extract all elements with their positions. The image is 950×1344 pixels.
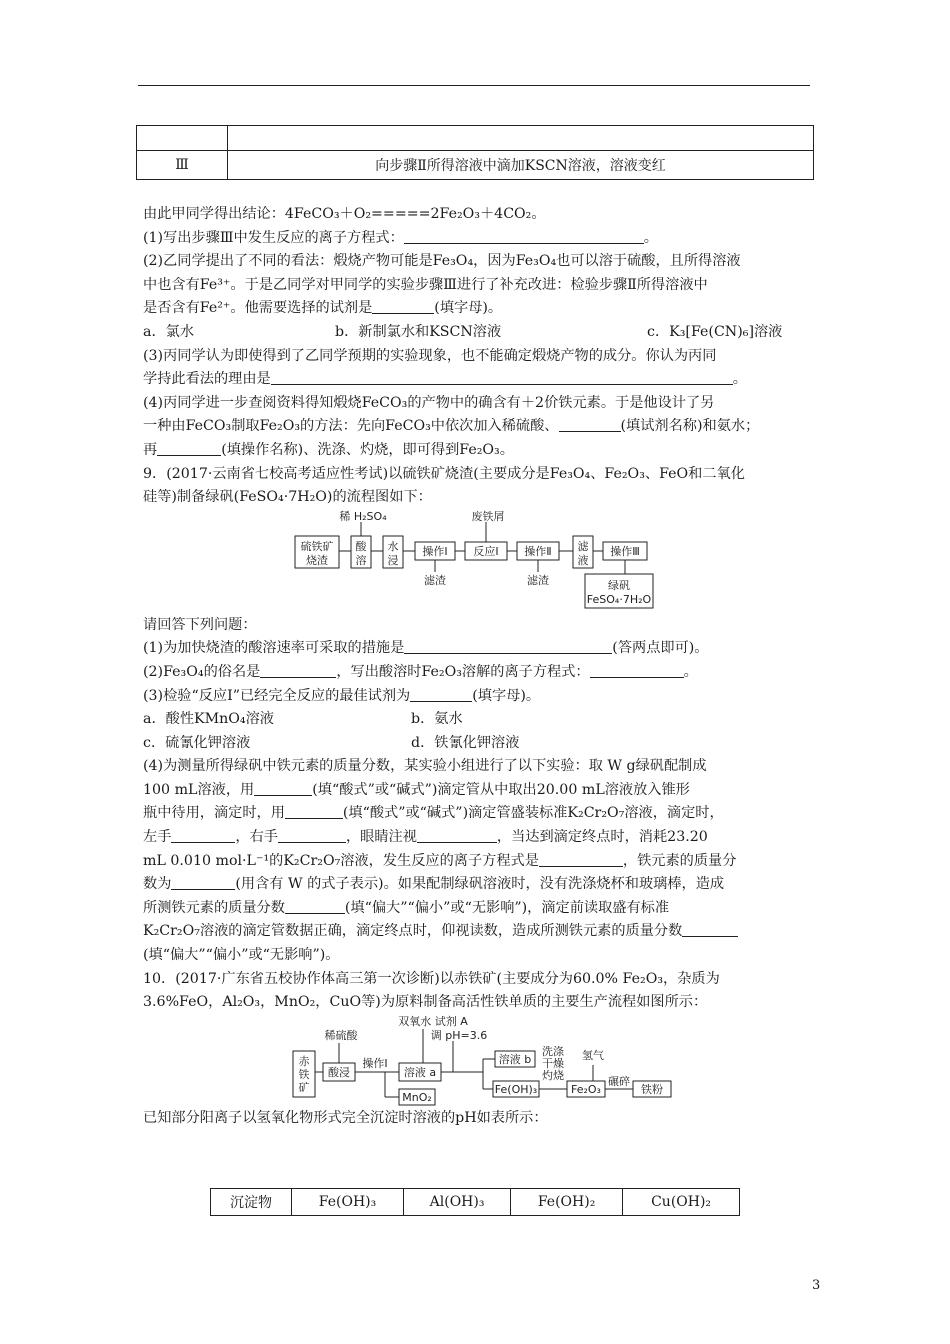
flow-label: 氢气	[582, 1048, 604, 1062]
answer-blank[interactable]	[404, 228, 644, 244]
problem10-known: 已知部分阳离子以氢氧化物形式完全沉淀时溶液的pH如表所示：	[143, 1109, 548, 1126]
question-text	[143, 203, 823, 1130]
q4-text: 一种由FeCO₃制取Fe₂O₃的方法：先向FeCO₃中依次加入稀硫酸、	[143, 418, 559, 435]
flowchart-greenvitriol	[143, 510, 823, 614]
q3-line1: (3)丙同学认为即使得到了乙同学预期的实验现象，也不能确定煅烧产物的成分。你认为丙同	[143, 347, 717, 364]
p9-q4-text: ，右手	[235, 829, 278, 846]
p9-q1-text: (1)为加快烧渣的酸溶速率可采取的措施是	[143, 640, 405, 657]
answer-blank[interactable]	[372, 298, 434, 314]
p9-q4-text: (填“酸式”或“碱式”)滴定管盛装标准K₂Cr₂O₇溶液，滴定时，	[342, 805, 724, 822]
flow-label: Fe(OH)₃	[494, 1082, 538, 1096]
p9-q4-line3	[143, 802, 823, 826]
flow-label: 稀 H₂SO₄	[339, 509, 387, 523]
answer-blank[interactable]	[260, 662, 336, 678]
step-number: Ⅲ	[137, 151, 228, 180]
p9-q4-line2	[143, 779, 823, 803]
flow-label: 操作Ⅰ	[362, 1056, 388, 1070]
p9-q4-text: (用含有 W 的式子表示)。如果配制绿矾溶液时，没有洗涤烧杯和玻璃棒，造成	[235, 876, 725, 893]
flow-label: 溶液 a	[403, 1065, 437, 1079]
flow-label: 反应Ⅰ	[473, 544, 499, 558]
q3-text: 学持此看法的理由是	[143, 371, 271, 388]
problem9-line2: 硅等)制备绿矾(FeSO₄·7H₂O)的流程图如下：	[143, 489, 432, 506]
flow-label: 稀硫酸	[324, 1028, 358, 1042]
p9-q2	[143, 661, 823, 685]
option-c: c．硫氰化钾溶液	[143, 734, 251, 751]
p9-q4-line5	[143, 850, 823, 874]
answer-blank[interactable]	[417, 827, 497, 843]
table-cell	[228, 126, 814, 151]
answer-blank[interactable]	[285, 803, 343, 819]
p9-q4-text: (填“酸式”或“碱式”)滴定管从中取出20.00 mL溶液放入锥形	[312, 781, 690, 798]
p9-q4-line4	[143, 826, 823, 850]
answer-blank[interactable]	[682, 921, 738, 937]
answer-blank[interactable]	[171, 874, 235, 890]
p9-q4-text: K₂Cr₂O₇溶液的滴定管数据正确，滴定终点时，仰视读数，造成所测铁元素的质量分数	[143, 923, 683, 940]
flow-label: 矿	[298, 1080, 310, 1094]
flow-label: 操作Ⅲ	[610, 544, 640, 558]
p9-q4-line7	[143, 897, 823, 921]
answer-blank[interactable]	[590, 662, 684, 678]
p9-options-2	[143, 732, 823, 756]
flow-label: 绿矾	[608, 578, 630, 592]
p9-q4-text: 所测铁元素的质量分数	[143, 899, 285, 916]
answer-blank[interactable]	[404, 638, 612, 654]
problem9-line1: 9．(2017·云南省七校高考适应性考试)以硫铁矿烧渣(主要成分是Fe₃O₄、Fe₂O₃、FeO和二氧化	[143, 465, 745, 482]
flow-label: 溶	[355, 553, 367, 567]
p9-q2-text: (2)Fe₃O₄的俗名是	[143, 663, 261, 680]
step-table	[136, 125, 814, 180]
flow-label: 干燥	[542, 1056, 564, 1070]
flow-label: 铁	[298, 1067, 310, 1081]
flow-label: 调 pH=3.6	[430, 1028, 488, 1042]
answer-blank[interactable]	[254, 780, 312, 796]
p9-q4-text: 100 mL溶液，用	[143, 781, 255, 798]
flow-label: Fe₂O₃	[571, 1082, 601, 1096]
flow-label: 滤渣	[424, 573, 446, 587]
flow-label: 操作Ⅰ	[422, 544, 448, 558]
q4-text: (填操作名称)、洗涤、灼烧，即可得到Fe₂O₃。	[221, 441, 514, 458]
flow-label: MnO₂	[402, 1090, 432, 1104]
p9-q4-line9: (填“偏大”“偏小”或“无影响”)。	[143, 947, 340, 964]
problem9-ask: 请回答下列问题：	[143, 616, 257, 633]
p9-q2-text: 。	[683, 663, 698, 680]
problem10-line1: 10．(2017·广东省五校协作体高三第一次诊断)以赤铁矿(主要成分为60.0% Fe₂O₃，杂质为	[143, 970, 720, 987]
table-cell	[137, 126, 228, 151]
flow-label: 硫铁矿	[300, 539, 334, 553]
option-a: a．氯水	[143, 323, 195, 340]
p9-q4-text: ，当达到滴定终点时，消耗23.20	[496, 829, 708, 846]
flow-label: 酸	[355, 539, 367, 553]
p9-q4-text: mL 0.010 mol·L⁻¹的K₂Cr₂O₇溶液，发生反应的离子方程式是	[143, 852, 539, 869]
p9-q3-text: (填字母)。	[472, 687, 541, 704]
q1-text: (1)写出步骤Ⅲ中发生反应的离子方程式：	[143, 229, 404, 246]
option-c: c．K₃[Fe(CN)₆]溶液	[647, 323, 783, 340]
flow-label: 洗涤	[542, 1044, 564, 1058]
p9-q2-text: ，写出酸溶时Fe₂O₃溶解的离子方程式：	[336, 663, 590, 680]
p9-q4-line8	[143, 920, 823, 944]
table-row	[211, 1189, 740, 1216]
flow-label: 碾碎	[608, 1074, 630, 1088]
answer-blank[interactable]	[410, 686, 472, 702]
ph-table	[210, 1188, 740, 1216]
answer-blank[interactable]	[285, 898, 345, 914]
p9-q4-text: 左手	[143, 829, 172, 846]
p9-q4-line6	[143, 873, 823, 897]
option-a: a．酸性KMnO₄溶液	[143, 711, 274, 728]
flow-label: FeSO₄·7H₂O	[586, 592, 652, 606]
q4-line2	[143, 415, 823, 439]
flow-label: 滤渣	[527, 573, 549, 587]
table-cell: Fe(OH)₂	[511, 1189, 623, 1216]
flow-label: 废铁屑	[471, 509, 505, 523]
q2-line2: 中也含有Fe³⁺。于是乙同学对甲同学的实验步骤Ⅲ进行了补充改进：检验步骤Ⅱ所得溶液中	[143, 276, 708, 293]
q2-line1: (2)乙同学提出了不同的看法：煅烧产物可能是Fe₃O₄，因为Fe₃O₄也可以溶于硫酸，且所得溶液	[143, 253, 741, 270]
flow-label: 操作Ⅱ	[524, 544, 552, 558]
flow-label: 灼烧	[542, 1068, 564, 1082]
table-cell: Al(OH)₃	[404, 1189, 511, 1216]
step-description: 向步骤Ⅱ所得溶液中滴加KSCN溶液，溶液变红	[228, 151, 814, 180]
p9-q1-text: (答两点即可)。	[612, 640, 709, 657]
q2-line3	[143, 297, 823, 321]
p9-q4-line1: (4)为测量所得绿矾中铁元素的质量分数，某实验小组进行了以下实验：取 W g绿矾配制成	[143, 758, 707, 775]
p9-q4-text: 瓶中待用，滴定时，用	[143, 805, 285, 822]
header-rule	[138, 85, 810, 86]
problem10-line2: 3.6%FeO，Al₂O₃，MnO₂，CuO等)为原料制备高活性铁单质的主要生产流程如图所示：	[143, 994, 708, 1011]
flow-label: 赤	[298, 1054, 310, 1068]
answer-blank[interactable]	[539, 851, 623, 867]
table-cell: Fe(OH)₃	[292, 1189, 404, 1216]
q4-line3	[143, 439, 823, 463]
flowchart-iron-powder	[143, 1015, 823, 1107]
table-cell: Cu(OH)₂	[623, 1189, 740, 1216]
q4-text: (填试剂名称)和氨水；	[620, 418, 760, 435]
p9-options-1	[143, 708, 823, 732]
q3-text: 。	[732, 371, 747, 388]
q3-line2	[143, 368, 823, 392]
p9-q4-text: (填“偏大”“偏小”或“无影响”)，滴定前读取盛有标准	[344, 899, 670, 916]
table-row	[137, 151, 814, 180]
answer-blank[interactable]	[171, 827, 235, 843]
answer-blank[interactable]	[157, 440, 221, 456]
flow-label: 溶液 b	[498, 1052, 532, 1066]
option-b: b．氨水	[411, 711, 463, 728]
answer-blank[interactable]	[278, 827, 346, 843]
p9-q4-text: 数为	[143, 876, 172, 893]
p9-q4-text: ，铁元素的质量分	[622, 852, 737, 869]
q2-options	[143, 321, 823, 345]
p9-q3	[143, 685, 823, 709]
q1	[143, 227, 823, 251]
flow-label: 滤	[577, 539, 589, 553]
answer-blank[interactable]	[559, 416, 621, 432]
flow-label: 双氧水 试剂 A	[398, 1014, 468, 1028]
q2-text: 是否含有Fe²⁺。他需要选择的试剂是	[143, 300, 373, 317]
flow-label: 烧渣	[306, 553, 328, 567]
q1-end: 。	[643, 229, 658, 246]
flow-label: 酸浸	[328, 1065, 350, 1079]
answer-blank[interactable]	[271, 369, 733, 385]
conclusion: 由此甲同学得出结论：4FeCO₃＋O₂=====2Fe₂O₃＋4CO₂。	[143, 206, 546, 222]
flow-label: 液	[577, 553, 589, 567]
q2-text: (填字母)。	[434, 300, 503, 317]
table-row	[137, 126, 814, 151]
table-cell: 沉淀物	[211, 1189, 292, 1216]
q4-text: 再	[143, 441, 158, 458]
p9-q1	[143, 637, 823, 661]
flow-label: 浸	[387, 553, 399, 567]
flow-label: 铁粉	[641, 1082, 663, 1096]
option-b: b．新制氯水和KSCN溶液	[335, 323, 502, 340]
q4-line1: (4)丙同学进一步查阅资料得知煅烧FeCO₃的产物中的确含有＋2价铁元素。于是他设计了另	[143, 394, 715, 411]
p9-q4-text: ，眼睛注视	[345, 829, 417, 846]
p9-q3-text: (3)检验“反应Ⅰ”已经完全反应的最佳试剂为	[143, 687, 411, 704]
page-number: 3	[812, 1278, 821, 1293]
flow-label: 水	[387, 539, 399, 553]
option-d: d．铁氰化钾溶液	[411, 734, 520, 751]
